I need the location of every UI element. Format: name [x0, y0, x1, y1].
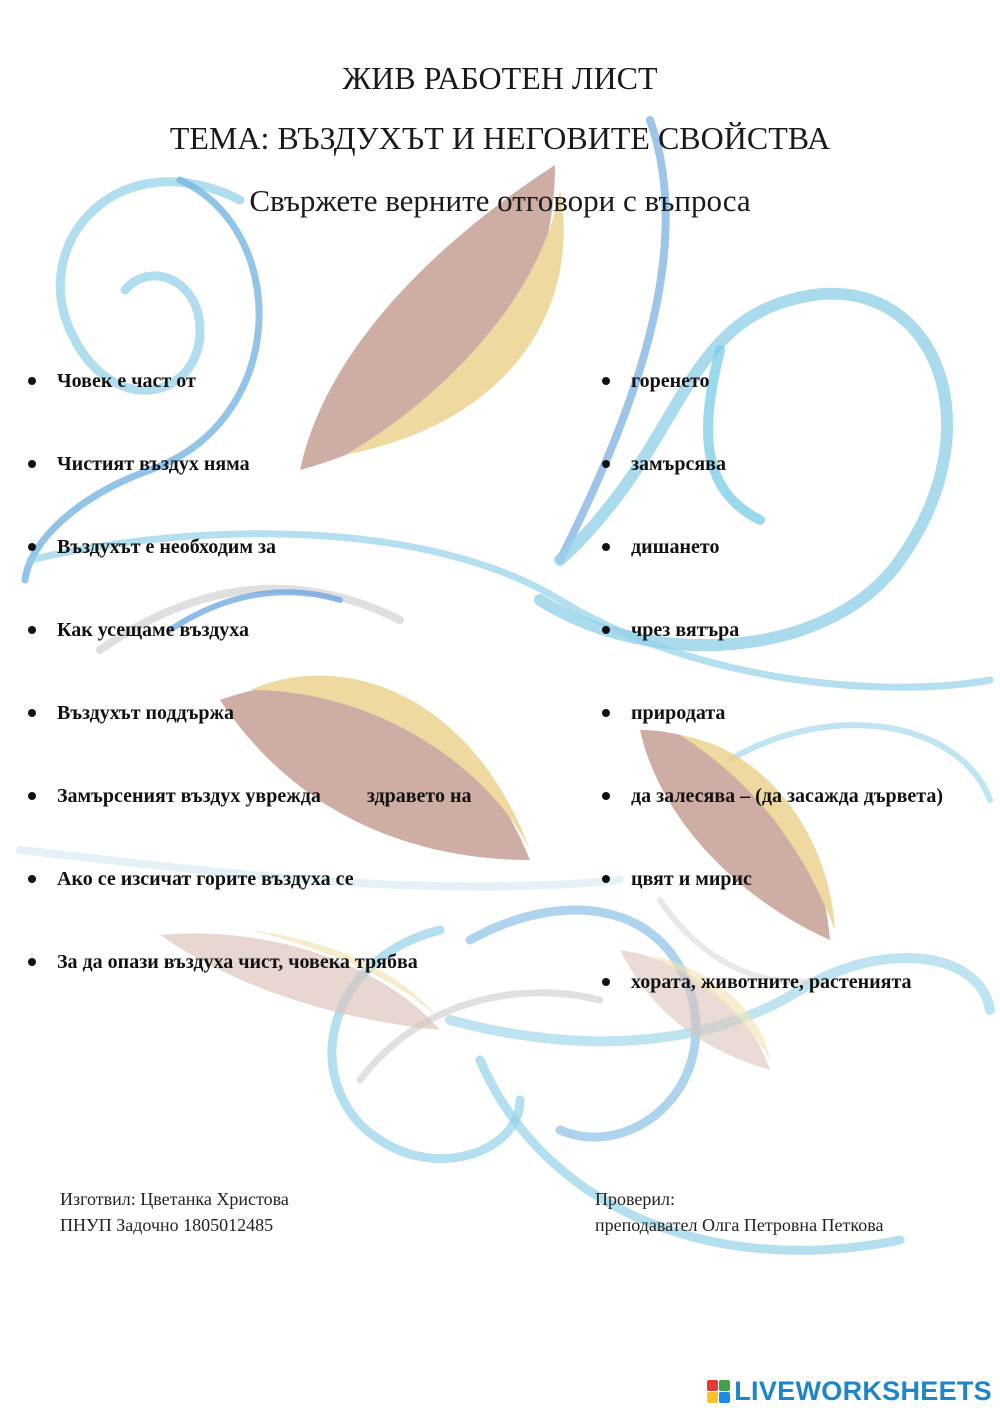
logo-square-yellow [707, 1392, 718, 1403]
bullet-icon [28, 377, 36, 385]
question-item[interactable] [26, 362, 586, 400]
answer-text: да залесява – (да засажда дървета) [631, 785, 944, 807]
answer-item[interactable] [600, 860, 1000, 898]
author-block [60, 1186, 289, 1238]
worksheet-topic: ТЕМА: ВЪЗДУХЪТ И НЕГОВИТЕ СВОЙСТВА [169, 120, 831, 156]
answer-item[interactable] [600, 445, 1000, 483]
question-text: Човек е част от [57, 370, 196, 392]
answer-item[interactable] [600, 362, 1000, 400]
question-text: Замърсеният въздух уврежда [57, 785, 321, 807]
answer-text: замърсява [631, 453, 726, 475]
bullet-icon [602, 543, 610, 551]
question-text: Ако се изсичат горите въздуха се [57, 868, 354, 890]
logo-square-blue [719, 1392, 730, 1403]
bullet-icon [602, 709, 610, 717]
bullet-icon [28, 709, 36, 717]
answer-text: природата [631, 702, 726, 724]
answer-item[interactable] [600, 694, 1000, 732]
bullet-icon [602, 875, 610, 883]
question-item[interactable] [26, 943, 586, 981]
question-item[interactable] [26, 611, 586, 649]
question-item[interactable] [26, 860, 586, 898]
bullet-icon [28, 543, 36, 551]
answers-list [600, 362, 1000, 1046]
bullet-icon [28, 792, 36, 800]
worksheet-title: ЖИВ РАБОТЕН ЛИСТ [342, 60, 658, 96]
question-item[interactable] [26, 445, 586, 483]
checker-block [595, 1186, 884, 1238]
answer-text: горенето [631, 370, 710, 392]
worksheet-instruction: Свържете верните отговори с въпроса [249, 183, 751, 218]
liveworksheets-icon [707, 1380, 730, 1403]
answer-text: чрез вятъра [631, 619, 740, 641]
question-text: Въздухът поддържа [57, 702, 234, 724]
bullet-icon [28, 626, 36, 634]
question-text: Как усещаме въздуха [57, 619, 250, 641]
brand-name: LIVEWORKSHEETS [734, 1376, 992, 1406]
answer-item[interactable] [600, 963, 1000, 1001]
question-item[interactable] [26, 528, 586, 566]
answer-item[interactable] [600, 611, 1000, 649]
bullet-icon [28, 958, 36, 966]
answer-text: цвят и мирис [631, 868, 752, 890]
checker-name: преподавател Олга Петровна Петкова [595, 1215, 884, 1235]
question-item[interactable] [26, 694, 586, 732]
answer-text: дишането [631, 536, 720, 558]
bullet-icon [602, 978, 610, 986]
bullet-icon [28, 460, 36, 468]
answer-text: хората, животните, растенията [631, 971, 912, 993]
checker-label: Проверил: [595, 1189, 675, 1209]
liveworksheets-logo[interactable] [707, 1376, 992, 1407]
author-program: ПНУП Задочно 1805012485 [60, 1215, 274, 1235]
bullet-icon [602, 792, 610, 800]
bullet-icon [602, 377, 610, 385]
question-text: Въздухът е необходим за [57, 536, 276, 558]
answer-item[interactable] [600, 528, 1000, 566]
bullet-icon [602, 626, 610, 634]
author-name: Изготвил: Цветанка Христова [60, 1189, 289, 1209]
question-item[interactable] [26, 777, 586, 815]
question-text-suffix: здравето на [366, 785, 472, 807]
bullet-icon [602, 460, 610, 468]
logo-square-red [707, 1380, 718, 1391]
questions-list [26, 362, 586, 1026]
question-text: За да опази въздуха чист, човека трябва [57, 951, 418, 973]
answer-item[interactable] [600, 777, 1000, 815]
bullet-icon [28, 875, 36, 883]
logo-square-green [719, 1380, 730, 1391]
question-text: Чистият въздух няма [57, 453, 250, 475]
